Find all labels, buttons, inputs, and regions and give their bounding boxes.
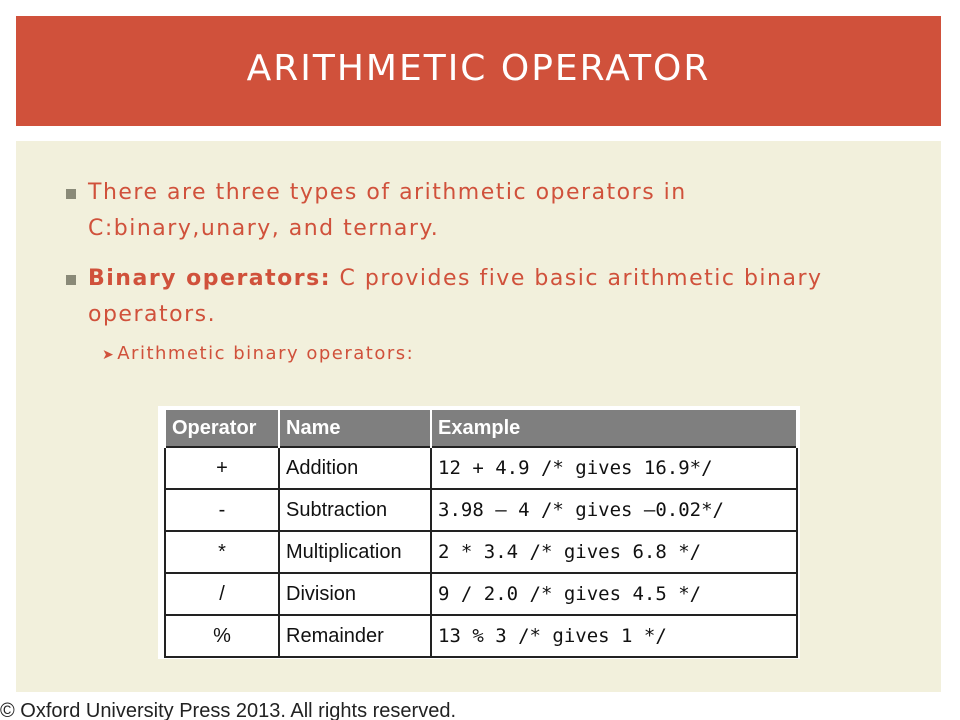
sub-bullet-item — [102, 339, 414, 370]
sub-bullet-text: Arithmetic binary operators: — [117, 343, 415, 364]
bullet-body: C provides five basic arithmetic binary operators. — [88, 266, 823, 327]
operator-cell: / — [165, 573, 279, 615]
copyright-footer: © Oxford University Press 2013. All rights reserved. — [0, 700, 457, 720]
table-row — [165, 615, 797, 657]
name-cell: Division — [279, 573, 431, 615]
title-bar — [16, 16, 941, 126]
name-cell: Subtraction — [279, 489, 431, 531]
slide-title: ARITHMETIC OPERATOR — [246, 47, 711, 89]
table-row — [165, 489, 797, 531]
bullet-item — [66, 261, 886, 333]
table-header-row — [165, 410, 797, 447]
operators-table-frame — [158, 406, 800, 659]
operator-cell: + — [165, 447, 279, 489]
example-cell: 9 / 2.0 /* gives 4.5 */ — [431, 573, 797, 615]
bullet-body: There are three types of arithmetic operators in C:binary,unary, and ternary. — [88, 180, 687, 241]
example-cell: 12 + 4.9 /* gives 16.9*/ — [431, 447, 797, 489]
arrow-bullet-icon: ➤ — [102, 347, 116, 363]
operators-table — [164, 410, 798, 658]
column-header-example: Example — [431, 410, 797, 447]
bullet-strong: Binary operators: — [88, 266, 332, 291]
table-row — [165, 531, 797, 573]
name-cell: Remainder — [279, 615, 431, 657]
square-bullet-icon — [66, 189, 76, 199]
example-cell: 2 * 3.4 /* gives 6.8 */ — [431, 531, 797, 573]
name-cell: Multiplication — [279, 531, 431, 573]
content-panel — [16, 141, 941, 692]
table-row — [165, 573, 797, 615]
bullet-text — [88, 175, 886, 247]
example-cell: 13 % 3 /* gives 1 */ — [431, 615, 797, 657]
operator-cell: - — [165, 489, 279, 531]
bullet-text — [88, 261, 886, 333]
table-row — [165, 447, 797, 489]
example-cell: 3.98 – 4 /* gives –0.02*/ — [431, 489, 797, 531]
column-header-operator: Operator — [165, 410, 279, 447]
bullet-item — [66, 175, 886, 247]
square-bullet-icon — [66, 275, 76, 285]
operator-cell: * — [165, 531, 279, 573]
column-header-name: Name — [279, 410, 431, 447]
name-cell: Addition — [279, 447, 431, 489]
operator-cell: % — [165, 615, 279, 657]
